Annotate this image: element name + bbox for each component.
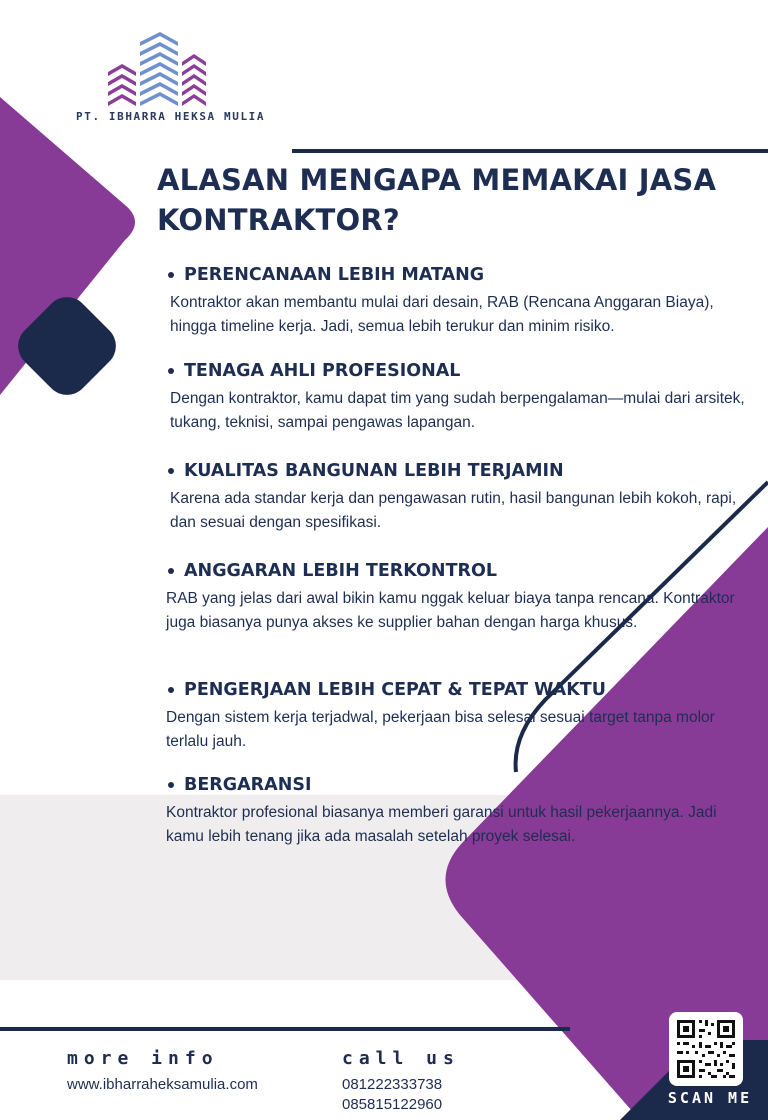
bullet-icon — [168, 468, 174, 474]
reason-title: KUALITAS BANGUNAN LEBIH TERJAMIN — [184, 461, 564, 481]
more-info-label: more info — [67, 1048, 219, 1069]
building-logo-icon — [60, 30, 260, 110]
bullet-icon — [168, 568, 174, 574]
title-line-2: KONTRAKTOR? — [157, 203, 400, 237]
reason-description: RAB yang jelas dari awal bikin kamu nggak keluar biaya tanpa rencana. Kontraktor juga biasanya punya akses ke supplier bahan dengan harga khusus. — [166, 590, 735, 631]
reason-description: Dengan sistem kerja terjadwal, pekerjaan bisa selesai sesuai target tanpa molor terlalu jauh. — [166, 709, 715, 750]
page-title — [157, 160, 717, 240]
reason-item-3 — [166, 461, 746, 535]
reason-description: Karena ada standar kerja dan pengawasan rutin, hasil bangunan lebih kokoh, rapi, dan sesuai dengan spesifikasi. — [170, 490, 737, 531]
bullet-icon — [168, 687, 174, 693]
website-link[interactable]: www.ibharraheksamulia.com — [67, 1076, 258, 1093]
qr-code-icon — [669, 1012, 743, 1086]
reason-description: Kontraktor akan membantu mulai dari desain, RAB (Rencana Anggaran Biaya), hingga timeline kerja. Jadi, semua lebih terukur dan minim risiko. — [170, 294, 714, 335]
call-us-label: call us — [342, 1048, 460, 1069]
bullet-icon — [168, 272, 174, 278]
reason-title: PERENCANAAN LEBIH MATANG — [184, 265, 485, 285]
bullet-icon — [168, 782, 174, 788]
reason-item-4 — [166, 561, 746, 635]
reason-item-2 — [166, 361, 746, 435]
phone-2[interactable]: 085815122960 — [342, 1096, 443, 1113]
qr-code[interactable] — [669, 1012, 743, 1086]
bullet-icon — [168, 368, 174, 374]
title-line-1: ALASAN MENGAPA MEMAKAI JASA — [157, 163, 717, 197]
reason-item-6 — [166, 775, 746, 849]
reason-item-1 — [166, 265, 746, 339]
company-name: PT. IBHARRA HEKSA MULIA — [76, 110, 266, 123]
reason-description: Dengan kontraktor, kamu dapat tim yang sudah berpengalaman—mulai dari arsitek, tukang, teknisi, sampai pengawas lapangan. — [170, 390, 745, 431]
company-logo — [60, 30, 266, 130]
reason-title: BERGARANSI — [184, 775, 312, 795]
scan-me-label: SCAN ME — [667, 1089, 753, 1107]
reason-description: Kontraktor profesional biasanya memberi garansi untuk hasil pekerjaannya. Jadi kamu lebih tenang jika ada masalah setelah proyek selesai. — [166, 804, 717, 845]
reason-item-5 — [166, 680, 746, 754]
reason-title: TENAGA AHLI PROFESIONAL — [184, 361, 461, 381]
reason-title: ANGGARAN LEBIH TERKONTROL — [184, 561, 498, 581]
phone-1[interactable]: 081222333738 — [342, 1076, 443, 1093]
reason-title: PENGERJAAN LEBIH CEPAT & TEPAT WAKTU — [184, 680, 606, 700]
